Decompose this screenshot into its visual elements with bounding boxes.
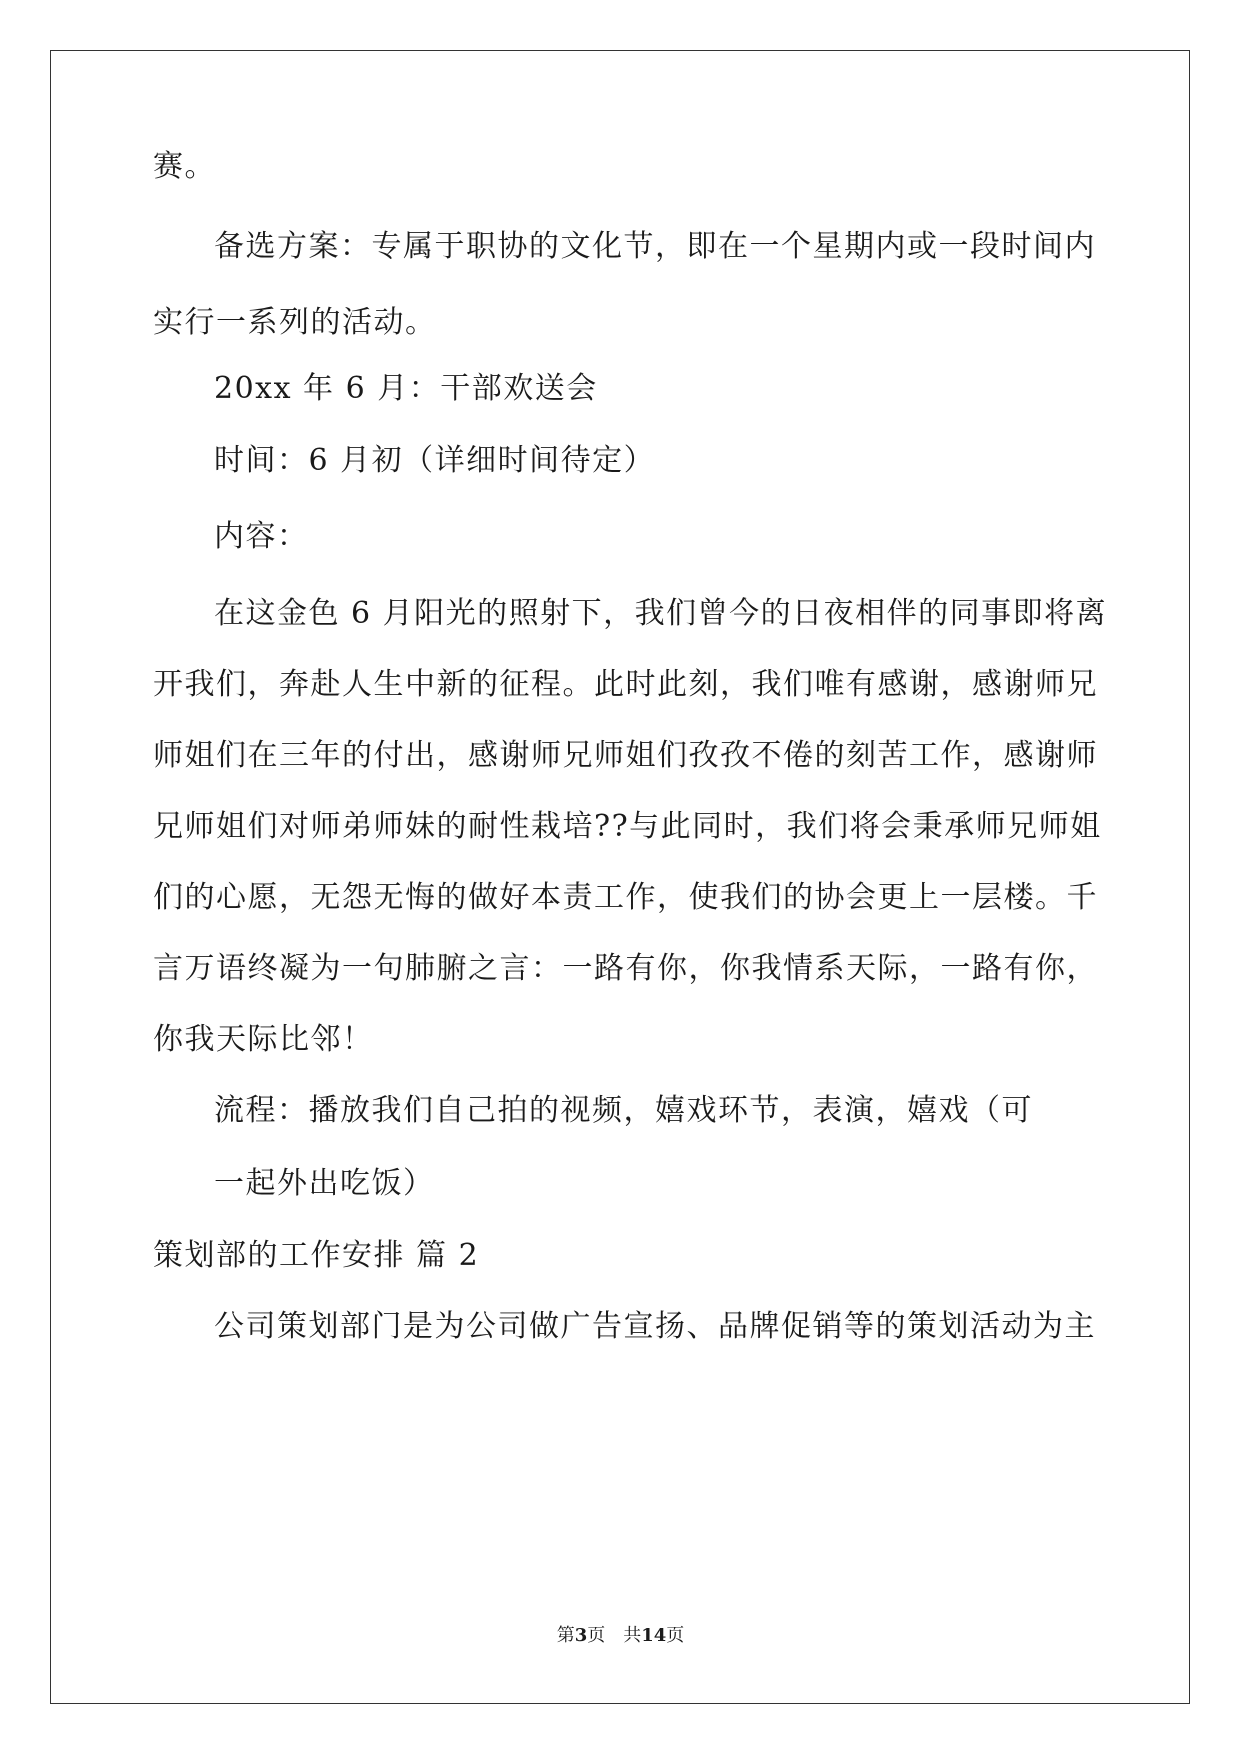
text-line-8: 开我们，奔赴人生中新的征程。此时此刻，我们唯有感谢，感谢师兄 [153, 667, 1098, 702]
page-footer [0, 1624, 1241, 1648]
text-line-13: 你我天际比邻！ [153, 1022, 374, 1057]
text-line-9: 师姐们在三年的付出，感谢师兄师姐们孜孜不倦的刻苦工作，感谢师 [153, 738, 1098, 773]
footer-total-pages: 14 [641, 1625, 667, 1646]
text-line-4: 20xx 年 6 月：干部欢送会 [214, 371, 598, 406]
text-line-11: 们的心愿，无怨无悔的做好本责工作，使我们的协会更上一层楼。千 [153, 880, 1098, 915]
text-line-6: 内容： [214, 519, 309, 554]
section-heading: 策划部的工作安排 篇 2 [153, 1238, 480, 1273]
text-line-14: 流程：播放我们自己拍的视频，嬉戏环节，表演，嬉戏（可 [214, 1093, 1033, 1128]
text-line-2: 备选方案：专属于职协的文化节，即在一个星期内或一段时间内 [214, 229, 1096, 264]
footer-page-number: 3 [574, 1625, 588, 1646]
text-line-1: 赛。 [153, 149, 216, 184]
text-line-17: 公司策划部门是为公司做广告宣扬、品牌促销等的策划活动为主 [214, 1309, 1096, 1344]
text-line-5: 时间：6 月初（详细时间待定） [214, 443, 656, 478]
text-line-12: 言万语终凝为一句肺腑之言：一路有你，你我情系天际，一路有你， [153, 951, 1098, 986]
text-line-3: 实行一系列的活动。 [153, 305, 437, 340]
text-line-10: 兄师姐们对师弟师妹的耐性栽培??与此同时，我们将会秉承师兄师姐 [153, 809, 1102, 844]
page-border [50, 50, 1190, 1704]
footer-mid: 页 共 [587, 1625, 642, 1646]
footer-prefix: 第 [556, 1625, 575, 1646]
text-line-7: 在这金色 6 月阳光的照射下，我们曾今的日夜相伴的同事即将离 [214, 596, 1108, 631]
footer-suffix: 页 [666, 1625, 685, 1646]
text-line-15: 一起外出吃饭） [214, 1166, 435, 1201]
